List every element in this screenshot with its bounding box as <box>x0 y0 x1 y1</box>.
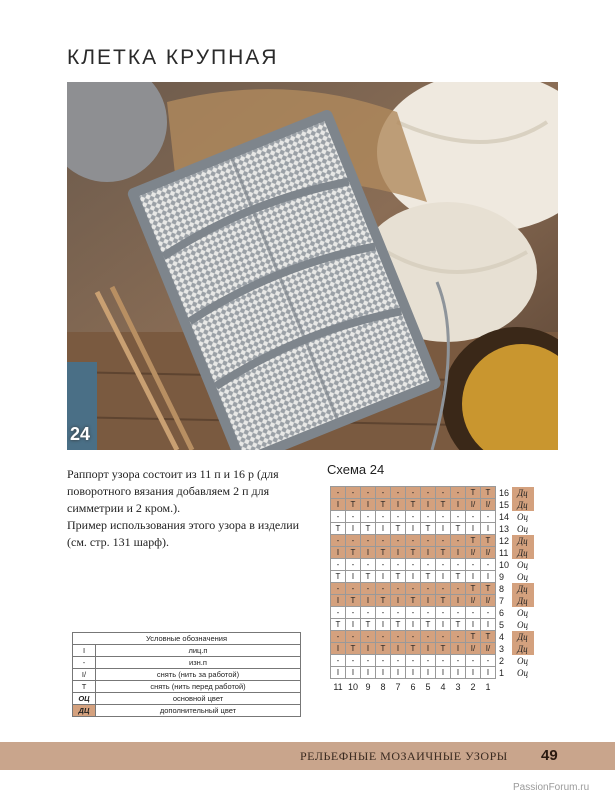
chart-cell: I <box>421 499 436 511</box>
chart-cell: - <box>376 487 391 499</box>
chart-cell: - <box>391 607 406 619</box>
legend-row <box>73 645 301 657</box>
chart-cell: - <box>391 655 406 667</box>
chart-cell: I <box>346 523 361 535</box>
chart-cell: - <box>346 535 361 547</box>
chart-cell: - <box>361 487 376 499</box>
chart-cell: T <box>346 499 361 511</box>
row-color-label: Оц <box>512 655 534 667</box>
chart-cell: T <box>436 547 451 559</box>
chart-cell: - <box>376 559 391 571</box>
chart-cell: - <box>481 559 496 571</box>
chart-row <box>331 523 534 535</box>
chart-cell: I <box>361 547 376 559</box>
chart-cell: - <box>391 487 406 499</box>
chart-cell: T <box>361 523 376 535</box>
row-number: 8 <box>499 583 505 594</box>
column-number: 3 <box>455 681 461 692</box>
legend-row <box>73 669 301 681</box>
legend-row <box>73 657 301 669</box>
chart-cell: I/ <box>466 499 481 511</box>
chart-cell: I <box>346 667 361 679</box>
chart-cell: - <box>436 607 451 619</box>
row-number: 4 <box>499 631 505 642</box>
chart-cell: T <box>376 595 391 607</box>
chart-cell: T <box>376 499 391 511</box>
chart-cell: I <box>481 667 496 679</box>
column-numbers-row <box>331 679 534 695</box>
chart-cell: T <box>346 643 361 655</box>
legend-text: снять (нить за работой) <box>96 669 301 681</box>
chart-cell: - <box>436 511 451 523</box>
legend-text: лиц.п <box>96 645 301 657</box>
row-number: 15 <box>499 499 510 510</box>
chart-cell: T <box>361 571 376 583</box>
row-number: 6 <box>499 607 505 618</box>
chart-row <box>331 631 534 643</box>
chart-cell: I <box>436 571 451 583</box>
legend-symbol: T <box>73 681 96 693</box>
legend-header: Условные обозначения <box>73 633 301 645</box>
row-color-label: Оц <box>512 559 534 571</box>
chart-cell: - <box>331 607 346 619</box>
chart-cell: - <box>421 559 436 571</box>
legend-symbol: ДЦ <box>73 705 96 717</box>
chart-cell: T <box>481 487 496 499</box>
chart-row <box>331 655 534 667</box>
chart-cell: - <box>406 559 421 571</box>
chart-cell: I <box>376 571 391 583</box>
chart-cell: I <box>391 499 406 511</box>
chart-cell: I/ <box>481 595 496 607</box>
chart-cell: - <box>346 583 361 595</box>
legend-row <box>73 693 301 705</box>
row-number: 10 <box>499 559 510 570</box>
chart-row <box>331 595 534 607</box>
chart-cell: I <box>331 547 346 559</box>
column-number: 9 <box>365 681 371 692</box>
chart-cell: - <box>391 511 406 523</box>
row-number: 7 <box>499 595 505 606</box>
chart-cell: - <box>331 535 346 547</box>
chart-cell: T <box>391 619 406 631</box>
chart-cell: - <box>421 583 436 595</box>
chart-cell: I <box>451 667 466 679</box>
chart-cell: - <box>481 511 496 523</box>
chart-cell: I <box>331 595 346 607</box>
chart-cell: - <box>481 655 496 667</box>
row-color-label: Оц <box>512 511 534 523</box>
section-title: РЕЛЬЕФНЫЕ МОЗАИЧНЫЕ УЗОРЫ <box>300 749 508 763</box>
column-number: 10 <box>347 681 358 692</box>
chart-cell: - <box>451 511 466 523</box>
chart-cell: - <box>436 559 451 571</box>
chart-cell: T <box>466 631 481 643</box>
chart-cell: - <box>451 607 466 619</box>
chart-cell: - <box>421 487 436 499</box>
legend-symbol: I/ <box>73 669 96 681</box>
chart-row <box>331 511 534 523</box>
chart-cell: T <box>421 619 436 631</box>
chart-cell: - <box>376 511 391 523</box>
row-number: 12 <box>499 535 510 546</box>
chart-cell: T <box>376 643 391 655</box>
chart-cell: I <box>466 619 481 631</box>
column-number: 1 <box>485 681 491 692</box>
chart-cell: I <box>391 643 406 655</box>
chart-cell: T <box>406 499 421 511</box>
chart-cell: I <box>406 571 421 583</box>
chart-row <box>331 607 534 619</box>
chart-cell: I <box>421 667 436 679</box>
chart-cell: T <box>436 595 451 607</box>
chart-cell: - <box>451 655 466 667</box>
chart-cell: T <box>346 595 361 607</box>
chart-cell: I <box>406 523 421 535</box>
chart-row <box>331 535 534 547</box>
chart-cell: T <box>346 547 361 559</box>
chart-cell: T <box>331 619 346 631</box>
column-number: 7 <box>395 681 401 692</box>
chart-cell: I <box>361 499 376 511</box>
row-color-label: Дц <box>512 547 534 559</box>
chart-cell: I <box>466 667 481 679</box>
column-number: 2 <box>470 681 476 692</box>
chart-cell: - <box>361 559 376 571</box>
chart-cell: - <box>436 631 451 643</box>
legend-symbol: - <box>73 657 96 669</box>
chart-row <box>331 559 534 571</box>
chart-cell: I <box>376 523 391 535</box>
chart-cell: - <box>406 631 421 643</box>
knitting-photo <box>67 82 558 450</box>
description-paragraph-2: Пример использования этого узора в изделии (см. стр. 131 шарф). <box>67 518 300 549</box>
chart-row <box>331 619 534 631</box>
row-color-label: Дц <box>512 487 534 499</box>
chart-cell: - <box>466 559 481 571</box>
chart-cell: - <box>466 511 481 523</box>
chart-cell: - <box>376 655 391 667</box>
legend-header-row <box>73 633 301 645</box>
description-paragraph-1: Раппорт узора состоит из 11 п и 16 р (для поворотного вязания добавляем 2 п для симметрии и 2 кром.). <box>67 467 279 515</box>
chart-cell: I <box>346 619 361 631</box>
chart-row <box>331 547 534 559</box>
chart-cell: - <box>331 511 346 523</box>
chart-cell: I <box>346 571 361 583</box>
chart-row <box>331 499 534 511</box>
chart-cell: - <box>391 583 406 595</box>
chart-cell: - <box>451 535 466 547</box>
chart-cell: - <box>466 655 481 667</box>
row-color-label: Оц <box>512 523 534 535</box>
chart-cell: - <box>466 607 481 619</box>
chart-cell: T <box>481 631 496 643</box>
row-color-label: Дц <box>512 631 534 643</box>
row-number: 5 <box>499 619 505 630</box>
chart-cell: T <box>421 571 436 583</box>
row-color-label: Оц <box>512 667 534 679</box>
chart-cell: T <box>436 643 451 655</box>
legend-text: дополнительный цвет <box>96 705 301 717</box>
legend-symbol: I <box>73 645 96 657</box>
chart-cell: - <box>421 631 436 643</box>
chart-cell: T <box>391 523 406 535</box>
legend-symbol: ОЦ <box>73 693 96 705</box>
chart-cell: I <box>421 547 436 559</box>
chart-cell: I <box>421 643 436 655</box>
photo-number: 24 <box>70 424 91 444</box>
row-number: 13 <box>499 523 510 534</box>
chart-cell: I <box>376 619 391 631</box>
chart-cell: - <box>376 583 391 595</box>
knitting-chart <box>330 486 534 695</box>
chart-cell: - <box>361 655 376 667</box>
chart-row <box>331 667 534 679</box>
chart-cell: - <box>346 631 361 643</box>
row-color-label: Дц <box>512 583 534 595</box>
chart-cell: - <box>421 511 436 523</box>
chart-cell: I <box>391 595 406 607</box>
row-color-label: Дц <box>512 535 534 547</box>
row-color-label: Дц <box>512 595 534 607</box>
chart-cell: I <box>466 571 481 583</box>
legend-text: изн.п <box>96 657 301 669</box>
chart-cell: - <box>451 631 466 643</box>
chart-cell: - <box>376 607 391 619</box>
chart-cell: T <box>466 583 481 595</box>
chart-cell: - <box>406 487 421 499</box>
chart-cell: T <box>361 619 376 631</box>
watermark: PassionForum.ru <box>513 782 590 793</box>
chart-cell: T <box>406 595 421 607</box>
chart-cell: T <box>451 523 466 535</box>
row-color-label: Оц <box>512 571 534 583</box>
chart-cell: - <box>451 487 466 499</box>
chart-cell: I <box>436 619 451 631</box>
chart-cell: I <box>421 595 436 607</box>
column-number: 4 <box>440 681 446 692</box>
row-number: 16 <box>499 487 510 498</box>
chart-cell: - <box>391 559 406 571</box>
column-number: 8 <box>380 681 386 692</box>
chart-cell: T <box>391 571 406 583</box>
chart-cell: I <box>451 547 466 559</box>
chart-cell: - <box>406 583 421 595</box>
chart-cell: I <box>406 667 421 679</box>
chart-cell: T <box>451 619 466 631</box>
chart-cell: I <box>451 499 466 511</box>
chart-cell: - <box>346 655 361 667</box>
chart-cell: - <box>331 559 346 571</box>
column-number: 6 <box>410 681 416 692</box>
chart-cell: I <box>361 643 376 655</box>
chart-cell: T <box>466 535 481 547</box>
chart-cell: I <box>436 523 451 535</box>
chart-cell: - <box>361 535 376 547</box>
chart-cell: I <box>331 643 346 655</box>
chart-cell: I <box>481 619 496 631</box>
row-number: 11 <box>499 547 509 558</box>
chart-cell: - <box>406 511 421 523</box>
scheme-title: Схема 24 <box>327 462 385 477</box>
chart-cell: - <box>436 655 451 667</box>
chart-cell: I/ <box>466 547 481 559</box>
chart-cell: I <box>451 643 466 655</box>
chart-cell: - <box>331 583 346 595</box>
chart-cell: T <box>406 547 421 559</box>
chart-cell: I <box>391 547 406 559</box>
chart-cell: - <box>346 559 361 571</box>
legend-text: основной цвет <box>96 693 301 705</box>
chart-cell: T <box>451 571 466 583</box>
chart-cell: - <box>346 511 361 523</box>
column-number: 11 <box>333 681 343 692</box>
chart-cell: - <box>376 631 391 643</box>
chart-cell: I <box>376 667 391 679</box>
page-title: КЛЕТКА КРУПНАЯ <box>67 46 279 69</box>
chart-cell: - <box>406 655 421 667</box>
chart-cell: I <box>466 523 481 535</box>
legend-row <box>73 681 301 693</box>
chart-cell: T <box>331 571 346 583</box>
chart-cell: - <box>361 607 376 619</box>
chart-cell: T <box>436 499 451 511</box>
chart-cell: I <box>436 667 451 679</box>
chart-cell: - <box>451 583 466 595</box>
chart-cell: - <box>451 559 466 571</box>
legend-table <box>72 632 301 717</box>
chart-cell: I <box>481 571 496 583</box>
chart-cell: I/ <box>466 643 481 655</box>
chart-cell: - <box>436 535 451 547</box>
row-number: 1 <box>499 667 505 678</box>
chart-cell: - <box>361 631 376 643</box>
chart-cell: - <box>346 607 361 619</box>
chart-cell: I/ <box>481 643 496 655</box>
pattern-description <box>67 466 317 551</box>
row-number: 9 <box>499 571 505 582</box>
chart-cell: - <box>436 487 451 499</box>
chart-row <box>331 487 534 499</box>
chart-row <box>331 583 534 595</box>
chart-cell: - <box>421 655 436 667</box>
chart-cell: I/ <box>466 595 481 607</box>
row-color-label: Дц <box>512 643 534 655</box>
chart-cell: I <box>361 667 376 679</box>
chart-cell: T <box>331 523 346 535</box>
chart-cell: - <box>421 535 436 547</box>
chart-cell: I <box>391 667 406 679</box>
chart-cell: - <box>376 535 391 547</box>
chart-cell: - <box>481 607 496 619</box>
chart-row <box>331 643 534 655</box>
chart-cell: - <box>331 631 346 643</box>
chart-cell: - <box>331 487 346 499</box>
row-color-label: Оц <box>512 619 534 631</box>
chart-cell: I <box>331 499 346 511</box>
chart-cell: I <box>406 619 421 631</box>
chart-cell: T <box>421 523 436 535</box>
legend-text: снять (нить перед работой) <box>96 681 301 693</box>
legend-row <box>73 705 301 717</box>
chart-cell: I <box>451 595 466 607</box>
chart-cell: T <box>376 547 391 559</box>
chart-cell: I/ <box>481 499 496 511</box>
chart-cell: - <box>391 535 406 547</box>
chart-cell: T <box>466 487 481 499</box>
row-color-label: Оц <box>512 607 534 619</box>
page-number: 49 <box>541 747 558 764</box>
chart-cell: I <box>481 523 496 535</box>
chart-cell: I/ <box>481 547 496 559</box>
chart-cell: - <box>346 487 361 499</box>
chart-cell: I <box>331 667 346 679</box>
row-color-label: Дц <box>512 499 534 511</box>
chart-cell: - <box>406 607 421 619</box>
chart-cell: - <box>421 607 436 619</box>
row-number: 2 <box>499 655 505 666</box>
chart-cell: - <box>436 583 451 595</box>
chart-cell: - <box>391 631 406 643</box>
column-number: 5 <box>425 681 431 692</box>
chart-cell: - <box>361 583 376 595</box>
row-number: 14 <box>499 511 510 522</box>
chart-cell: - <box>331 655 346 667</box>
chart-row <box>331 571 534 583</box>
chart-cell: - <box>361 511 376 523</box>
row-number: 3 <box>499 643 505 654</box>
chart-cell: T <box>481 535 496 547</box>
chart-cell: T <box>406 643 421 655</box>
chart-cell: T <box>481 583 496 595</box>
chart-cell: - <box>406 535 421 547</box>
chart-cell: I <box>361 595 376 607</box>
